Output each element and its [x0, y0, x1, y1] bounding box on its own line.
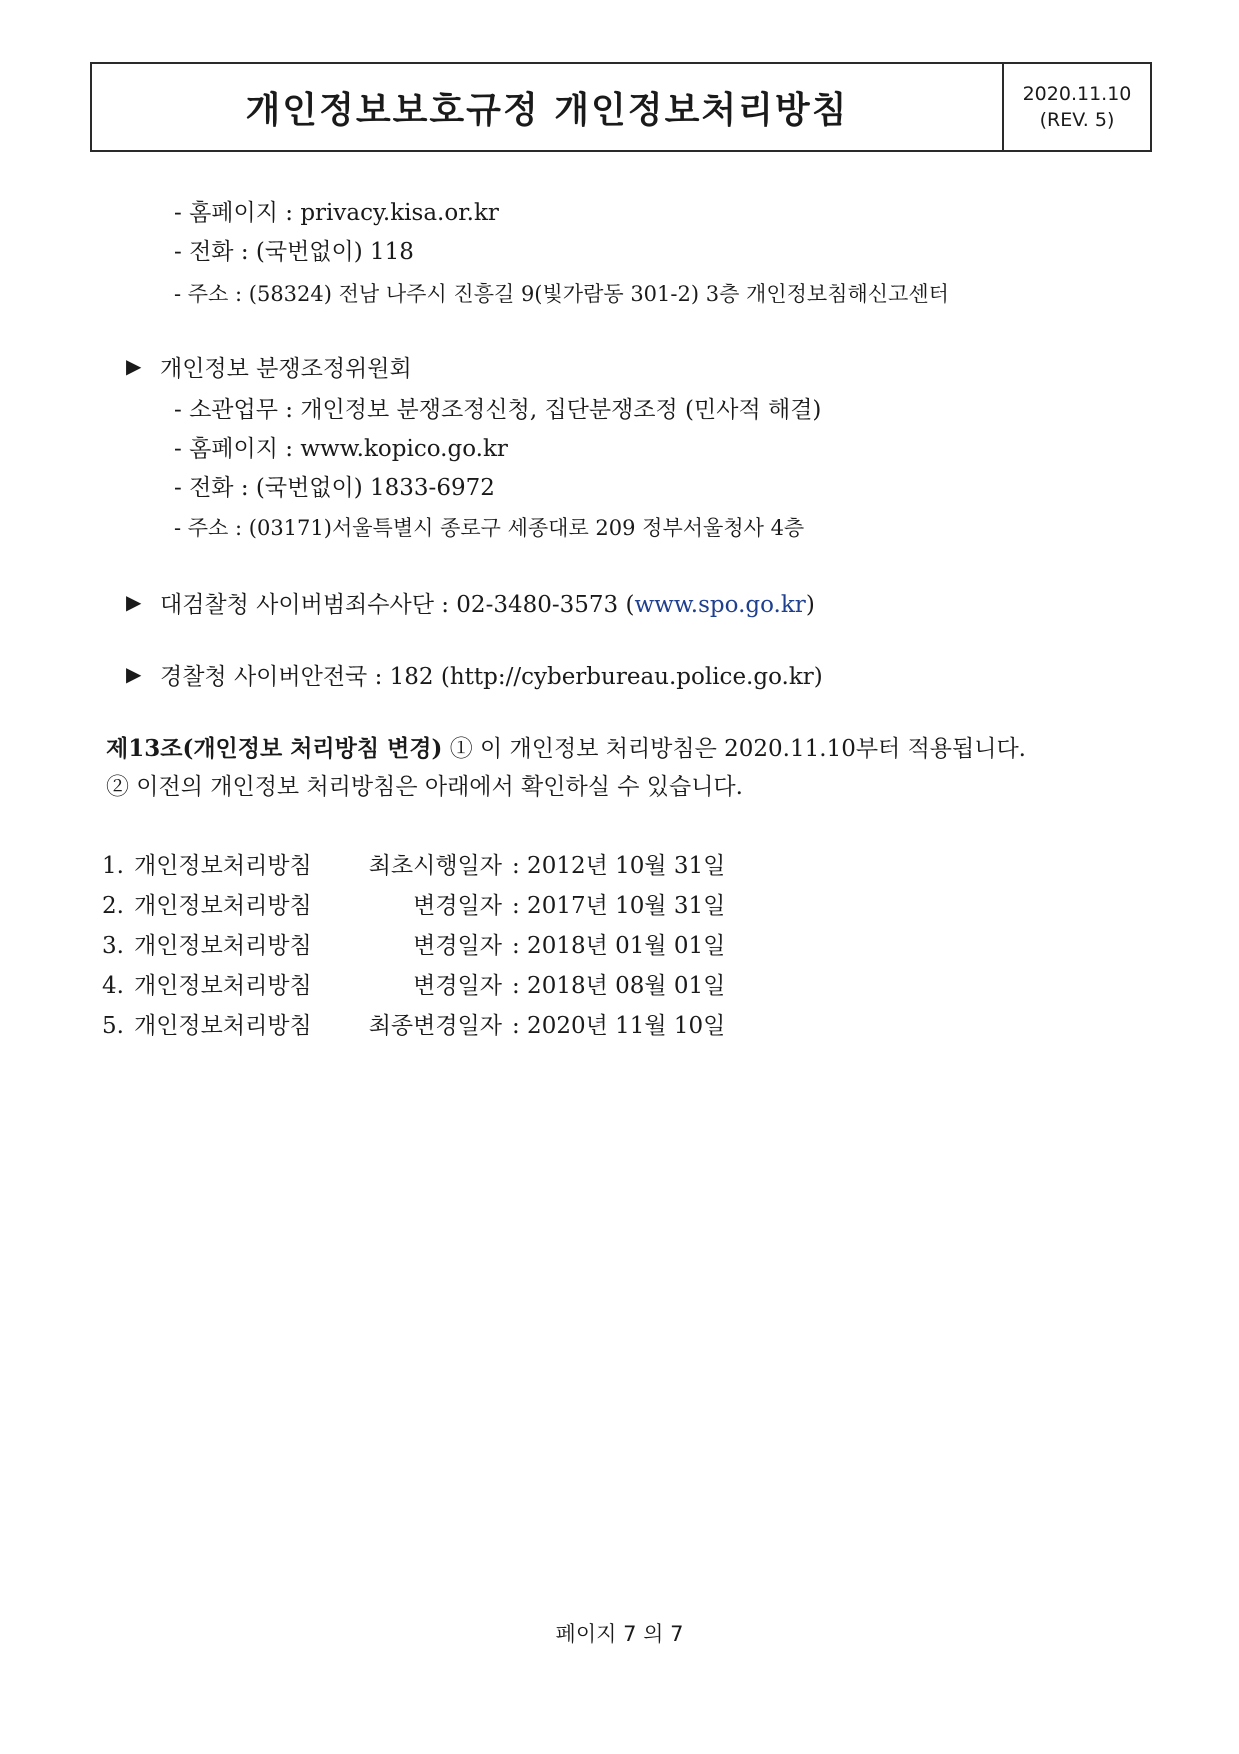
prosecution-link[interactable]: www.spo.go.kr: [634, 592, 806, 618]
committee-phone: - 전화 : (국번없이) 1833-6972: [174, 475, 495, 501]
bullet-triangle-icon: ▶: [126, 590, 142, 614]
history-date: : 2020년 11월 10일: [512, 1013, 726, 1039]
bullet-triangle-icon: ▶: [126, 662, 142, 686]
history-num: 3.: [102, 933, 124, 959]
history-label: 변경일자: [413, 893, 502, 919]
history-name: 개인정보처리방침: [134, 1013, 312, 1039]
document-title: 개인정보보호규정 개인정보처리방침: [92, 64, 1004, 150]
kisa-address: - 주소 : (58324) 전남 나주시 진흥길 9(빛가람동 301-2) 3층 개인정보침해신고센터: [174, 282, 949, 306]
history-name: 개인정보처리방침: [134, 933, 312, 959]
article13-text1: ① 이 개인정보 처리방침은 2020.11.10부터 적용됩니다.: [442, 736, 1026, 762]
history-date: : 2018년 01월 01일: [512, 933, 726, 959]
prosecution-close: ): [805, 592, 815, 618]
history-date: : 2017년 10월 31일: [512, 893, 726, 919]
history-num: 5.: [102, 1013, 124, 1039]
history-item: [102, 967, 725, 1000]
history-item: [102, 927, 725, 960]
history-name: 개인정보처리방침: [134, 893, 312, 919]
history-item: [102, 887, 725, 920]
history-label: 변경일자: [413, 933, 502, 959]
committee-address: - 주소 : (03171)서울특별시 종로구 세종대로 209 정부서울청사 4층: [174, 516, 805, 540]
committee-title: 개인정보 분쟁조정위원회: [160, 356, 412, 382]
page-number: 페이지 7 의 7: [555, 1622, 684, 1646]
history-num: 1.: [102, 853, 124, 879]
history-name: 개인정보처리방침: [134, 853, 312, 879]
history-date: : 2012년 10월 31일: [512, 853, 726, 879]
history-item: [102, 847, 725, 880]
article13-line2: ② 이전의 개인정보 처리방침은 아래에서 확인하실 수 있습니다.: [106, 774, 743, 800]
revision-box: [1004, 64, 1150, 150]
article13-heading: 제13조(개인정보 처리방침 변경): [106, 735, 443, 762]
police-line: 경찰청 사이버안전국 : 182 (http://cyberbureau.police.go.kr): [160, 664, 823, 690]
history-label: 최초시행일자: [368, 853, 502, 879]
revision-date: 2020.11.10: [1022, 83, 1132, 105]
history-date: : 2018년 08월 01일: [512, 973, 726, 999]
kisa-homepage: - 홈페이지 : privacy.kisa.or.kr: [174, 200, 499, 226]
committee-homepage: - 홈페이지 : www.kopico.go.kr: [174, 436, 508, 462]
history-label: 최종변경일자: [368, 1013, 502, 1039]
committee-duty: - 소관업무 : 개인정보 분쟁조정신청, 집단분쟁조정 (민사적 해결): [174, 397, 822, 423]
history-label: 변경일자: [413, 973, 502, 999]
article13-line1: [106, 730, 1026, 763]
history-num: 2.: [102, 893, 124, 919]
revision-number: (REV. 5): [1039, 109, 1115, 131]
history-name: 개인정보처리방침: [134, 973, 312, 999]
history-item: [102, 1007, 725, 1040]
history-num: 4.: [102, 973, 124, 999]
kisa-phone: - 전화 : (국번없이) 118: [174, 239, 414, 265]
bullet-triangle-icon: ▶: [126, 354, 142, 378]
prosecution-line: [160, 586, 815, 619]
prosecution-text: 대검찰청 사이버범죄수사단 : 02-3480-3573 (: [160, 592, 635, 618]
document-header: [90, 62, 1152, 152]
